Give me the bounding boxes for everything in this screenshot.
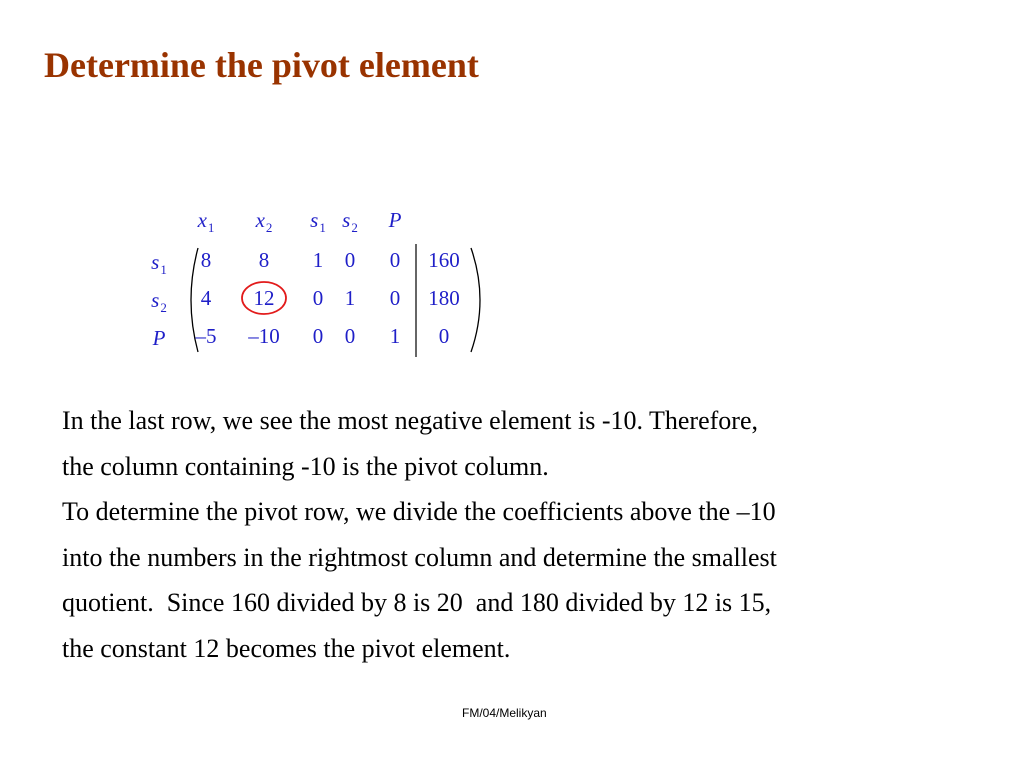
tableau-rhs-cell: 180	[428, 286, 460, 310]
tableau-cell: 1	[312, 248, 324, 272]
tableau-cell: –5	[195, 324, 217, 348]
column-header-x1: $x_1$	[197, 208, 215, 235]
tableau-cell: 0	[344, 324, 356, 348]
text-line: the constant 12 becomes the pivot element.	[62, 633, 511, 663]
column-header-s2: $s_2$	[342, 208, 358, 235]
column-header-p: P	[388, 208, 402, 232]
row-label-s2: $s_2$	[151, 288, 167, 315]
tableau-cell: 0	[389, 286, 401, 310]
tableau-cell: 0	[312, 286, 324, 310]
tableau-cell: 8	[258, 248, 270, 272]
tableau-cell: 4	[200, 286, 212, 310]
explanation-text	[62, 398, 1022, 671]
pivot-element: 12	[253, 286, 275, 310]
footer-credit: FM/04/Melikyan	[462, 706, 547, 720]
row-label-s1: $s_1$	[151, 250, 167, 277]
text-line: the column containing -10 is the pivot column.	[62, 451, 549, 481]
column-header-x2: $x_2$	[255, 208, 273, 235]
tableau-cell: 1	[344, 286, 356, 310]
text-line: quotient. Since 160 divided by 8 is 20 and 180 divided by 12 is 15,	[62, 588, 772, 617]
text-line: To determine the pivot row, we divide the coefficients above the –10	[62, 497, 776, 526]
tableau-cell: 1	[389, 324, 401, 348]
tableau-rhs-cell: 0	[438, 324, 450, 348]
right-bracket	[471, 248, 480, 352]
column-header-s1: $s_1$	[310, 208, 326, 235]
tableau-cell: 0	[344, 248, 356, 272]
tableau-cell: –10	[248, 324, 280, 348]
text-line: into the numbers in the rightmost column and determine the smallest	[62, 542, 777, 572]
text-line: In the last row, we see the most negative element is -10. Therefore,	[62, 406, 758, 435]
tableau-cell: 0	[312, 324, 324, 348]
tableau-cell: 8	[200, 248, 212, 272]
row-label-p: P	[152, 326, 166, 350]
tableau-rhs-cell: 160	[428, 248, 460, 272]
slide-title: Determine the pivot element	[44, 45, 479, 85]
tableau-cell: 0	[389, 248, 401, 272]
